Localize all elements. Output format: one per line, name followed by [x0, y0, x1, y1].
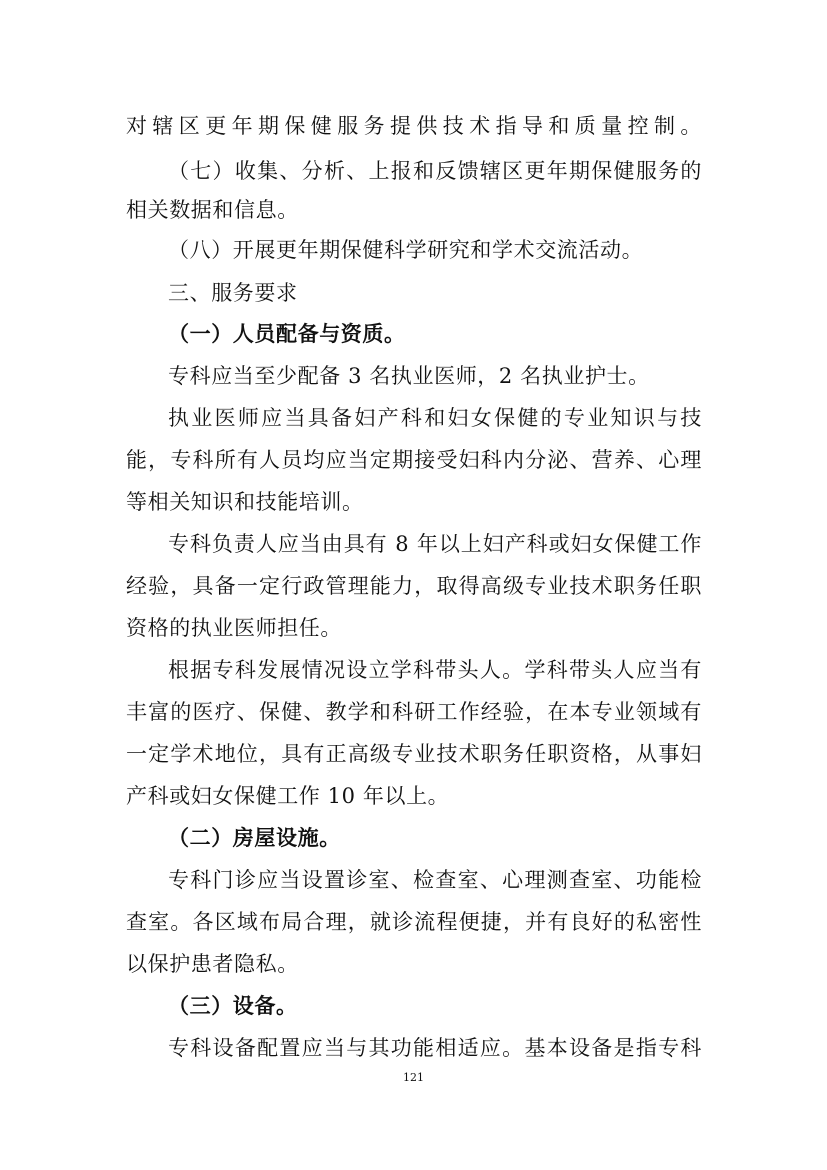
paragraph-line: 以保护患者隐私。 [126, 952, 299, 976]
paragraph-line: 根据专科发展情况设立学科带头人。学科带头人应当有 [168, 658, 702, 682]
section-heading: 三、服务要求 [168, 281, 298, 305]
paragraph-line: 等相关知识和技能培训。 [126, 490, 364, 514]
paragraph-line: 丰富的医疗、保健、教学和科研工作经验，在本专业领域有 [126, 700, 702, 724]
subsection-heading: （一）人员配备与资质。 [168, 321, 406, 346]
paragraph-line: 经验，具备一定行政管理能力，取得高级专业技术职务任职 [126, 574, 702, 598]
paragraph-line: 专科门诊应当设置诊室、检查室、心理测查室、功能检 [168, 868, 702, 892]
paragraph-line: 专科设备配置应当与其功能相适应。基本设备是指专科 [168, 1036, 702, 1060]
paragraph-line: 能，专科所有人员均应当定期接受妇科内分泌、营养、心理 [126, 448, 702, 472]
paragraph-line: 相关数据和信息。 [126, 198, 299, 222]
paragraph-line: 专科应当至少配备 3 名执业医师，2 名执业护士。 [168, 364, 650, 388]
paragraph-line: （七）收集、分析、上报和反馈辖区更年期保健服务的 [168, 159, 702, 183]
subsection-heading: （二）房屋设施。 [168, 825, 341, 850]
paragraph-line: （八）开展更年期保健科学研究和学术交流活动。 [168, 238, 644, 262]
paragraph-line: 对辖区更年期保健服务提供技术指导和质量控制。 [126, 114, 702, 138]
paragraph-line: 一定学术地位，具有正高级专业技术职务任职资格，从事妇 [126, 742, 702, 766]
paragraph-line: 产科或妇女保健工作 10 年以上。 [126, 784, 450, 808]
paragraph-line: 资格的执业医师担任。 [126, 616, 342, 640]
paragraph-line: 执业医师应当具备妇产科和妇女保健的专业知识与技 [168, 406, 702, 430]
paragraph-line: 专科负责人应当由具有 8 年以上妇产科或妇女保健工作 [168, 532, 702, 556]
subsection-heading: （三）设备。 [168, 993, 298, 1018]
paragraph-line: 查室。各区域布局合理，就诊流程便捷，并有良好的私密性 [126, 910, 702, 934]
page-number: 121 [403, 1071, 424, 1084]
